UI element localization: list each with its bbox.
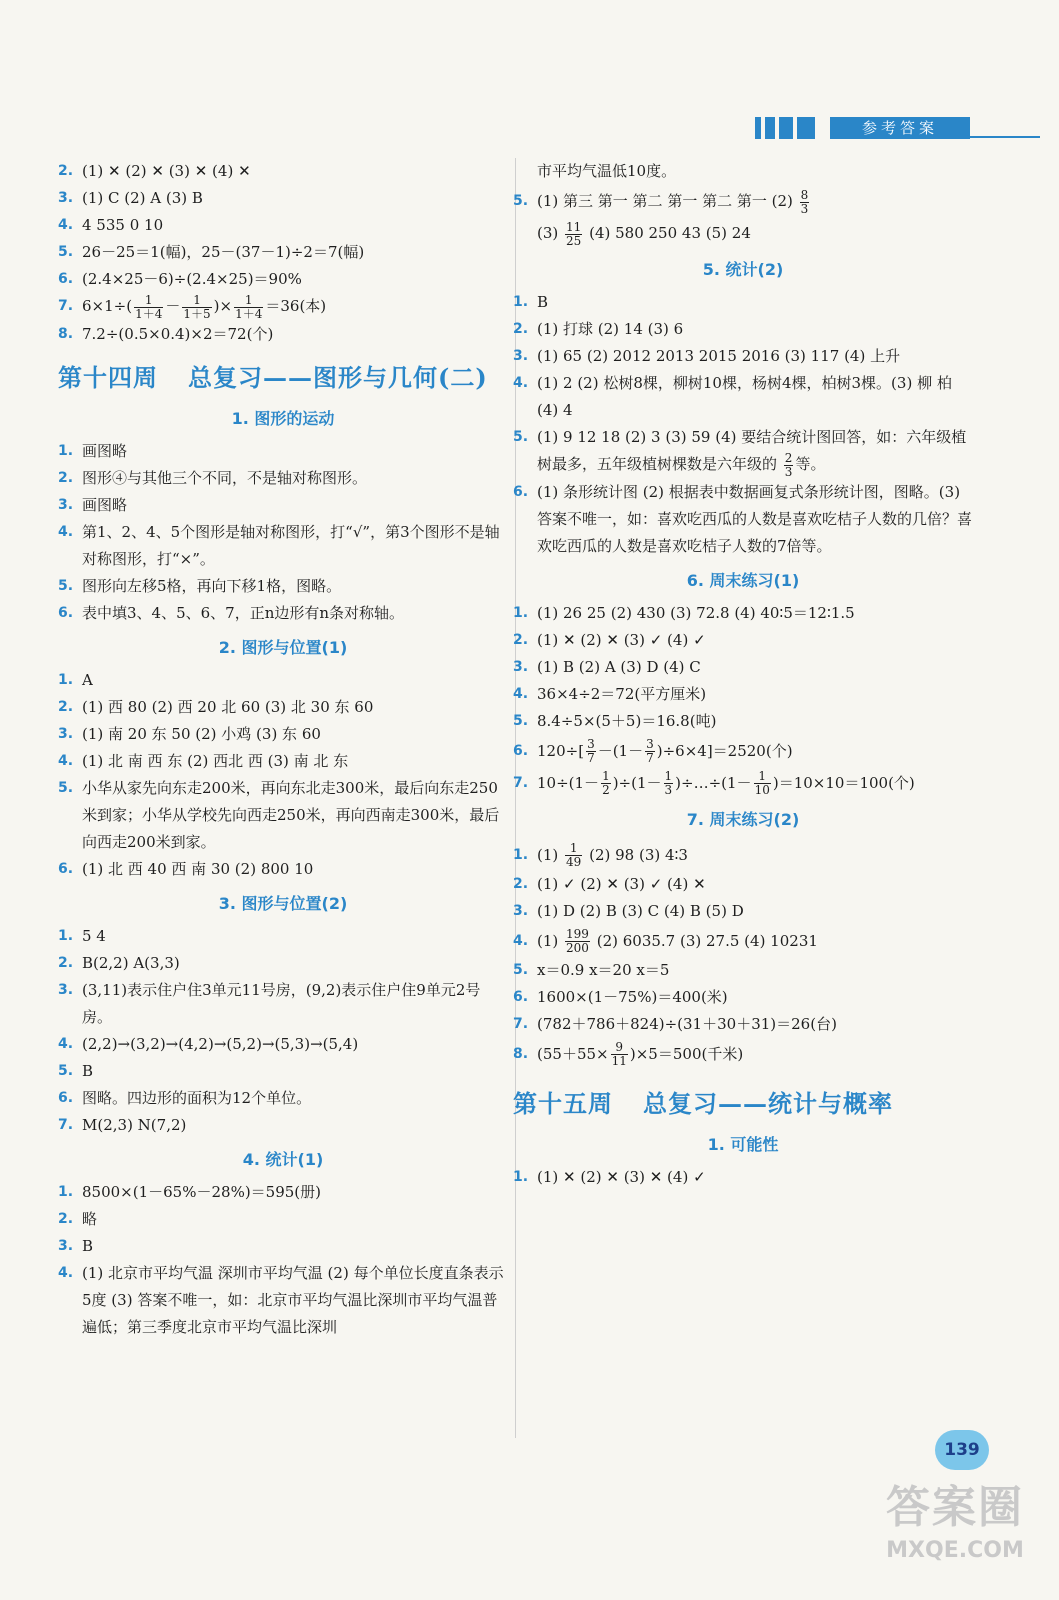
- item-number: 2.: [513, 631, 529, 648]
- item-number: 3.: [58, 496, 74, 513]
- answer-item: [513, 925, 973, 957]
- answer-item: [513, 1038, 973, 1070]
- item-number: 1.: [58, 927, 74, 944]
- fraction: [664, 770, 674, 797]
- answer-item: [513, 185, 973, 217]
- answer-item: [513, 898, 973, 925]
- denominator: 25: [566, 233, 582, 248]
- answer-text: (1) 9 12 18 (2) 3 (3) 59 (4) 要结合统计图回答，如：六年级植树最多，五年级植树棵数是六年级的: [537, 428, 967, 473]
- answer-text: B: [82, 1061, 94, 1080]
- item-number: 5.: [58, 779, 74, 796]
- answer-text: 表中填3、4、5、6、7，正n边形有n条对称轴。: [82, 603, 405, 622]
- answer-text: (1) D (2) B (3) C (4) B (5) D: [537, 901, 744, 920]
- answer-text: (1) 26 25 (2) 430 (3) 72.8 (4) 40∶5＝12∶1.5: [537, 603, 855, 622]
- answer-item: [58, 950, 508, 977]
- fraction: [234, 294, 263, 321]
- denominator: 2: [602, 783, 610, 797]
- answer-item: [513, 479, 973, 560]
- denominator: 1＋4: [135, 306, 163, 321]
- numerator: 2: [784, 450, 793, 465]
- answer-text: x＝0.9 x＝20 x＝5: [537, 960, 670, 979]
- denominator: 200: [566, 941, 589, 955]
- item-number: 1.: [58, 671, 74, 688]
- watermark-small: MXQE.COM: [886, 1538, 1024, 1563]
- item-number: 4.: [58, 1264, 74, 1281]
- watermark-logo: [870, 1480, 1040, 1590]
- answer-item: [58, 667, 508, 694]
- answer-text: (2.4×25－6)÷(2.4×25)＝90%: [82, 270, 302, 288]
- item-number: 5.: [513, 429, 529, 445]
- answer-text: 7.2÷(0.5×0.4)×2＝72(个): [82, 324, 274, 343]
- numerator: 11: [566, 219, 582, 234]
- numerator: 199: [566, 927, 589, 941]
- item-number: 5.: [513, 961, 529, 978]
- numerator: 3: [646, 737, 654, 751]
- expr-text: )÷…÷(1－: [675, 773, 752, 792]
- answer-item: [58, 1058, 508, 1085]
- answer-text: 图形④与其他三个不同，不是轴对称图形。: [82, 468, 368, 487]
- answer-item: [58, 465, 508, 492]
- item-number: 6.: [58, 1089, 74, 1106]
- answer-text: (1): [537, 931, 559, 950]
- item-number: 2.: [58, 469, 74, 486]
- answer-item: [58, 321, 508, 348]
- item-number: 4.: [513, 375, 529, 391]
- header-label: 参考答案: [830, 117, 970, 139]
- item-number: 8.: [513, 1045, 529, 1062]
- numerator: 8: [800, 187, 809, 202]
- item-number: 4.: [58, 752, 74, 769]
- item-number: 7.: [513, 1015, 529, 1032]
- expr-text: )×: [213, 297, 233, 315]
- item-number: 6.: [58, 860, 74, 877]
- answer-text: (1) 北 南 西 东 (2) 西北 西 (3) 南 北 东: [82, 751, 349, 770]
- item-number: 2.: [58, 698, 74, 715]
- answer-item: [58, 748, 508, 775]
- fraction: [134, 294, 163, 321]
- answer-item: [58, 923, 508, 950]
- answer-text: (2,2)→(3,2)→(4,2)→(5,2)→(5,3)→(5,4): [82, 1034, 359, 1053]
- answer-item: [513, 343, 973, 370]
- answer-text: (1) 65 (2) 2012 2013 2015 2016 (3) 117 (4) 上升: [537, 347, 901, 365]
- denominator: 7: [587, 751, 595, 765]
- item-number: 4.: [513, 932, 529, 949]
- item-number: 2.: [58, 1210, 74, 1227]
- expr-text: )÷(1－: [612, 773, 662, 792]
- answer-item: [58, 1112, 508, 1139]
- answer-text: B: [537, 293, 549, 311]
- item-number: 3.: [58, 981, 74, 998]
- expr-text: ＝36(本): [265, 297, 327, 315]
- section-title: 1. 可能性: [707, 1134, 779, 1154]
- week-label: 第十五周: [513, 1088, 613, 1118]
- answer-text: (1) ✕ (2) ✕ (3) ✕ (4) ✓: [537, 1167, 706, 1186]
- continued-text: 市平均气温低10度。: [537, 162, 677, 180]
- denominator: 3: [664, 783, 673, 797]
- answer-text: (2) 98 (3) 4∶3: [589, 845, 688, 864]
- item-number: 3.: [513, 348, 529, 364]
- expr-text: 10÷(1－: [537, 773, 600, 792]
- fraction: [565, 221, 582, 248]
- answer-text: 36×4÷2＝72(平方厘米): [537, 684, 707, 703]
- answer-text: 1600×(1－75%)＝400(米): [537, 987, 728, 1006]
- week-15-title: [513, 1084, 973, 1124]
- item-number: 7.: [58, 1116, 74, 1133]
- numerator: 1: [234, 294, 263, 308]
- answer-item: [513, 654, 973, 681]
- answer-item: [513, 289, 973, 316]
- answer-text: (782＋786＋824)÷(31＋30＋31)＝26(台): [537, 1014, 837, 1033]
- denominator: 3: [800, 201, 809, 216]
- item-number: 2.: [513, 875, 529, 892]
- right-column: [513, 158, 973, 1191]
- page-number-badge: 139: [935, 1430, 989, 1470]
- numerator: 1: [754, 770, 771, 784]
- item-number: 1.: [58, 1183, 74, 1200]
- denominator: 10: [754, 783, 770, 797]
- denominator: 3: [784, 464, 793, 479]
- answer-item: [513, 735, 973, 767]
- answer-text: 小华从家先向东走200米，再向东北走300米，最后向东走250米到家；小华从学校先向西走250米，再向西南走300米，最后向西走200米到家。: [82, 778, 500, 851]
- answer-text: (2) 6035.7 (3) 27.5 (4) 10231: [596, 931, 818, 950]
- week-topic: 总复习——图形与几何(二): [188, 362, 488, 392]
- answer-item: [58, 600, 508, 627]
- item-number: 1.: [513, 294, 529, 310]
- answer-item: [58, 775, 508, 856]
- answer-text: (1) C (2) A (3) B: [82, 189, 203, 207]
- answer-text: A: [82, 670, 93, 689]
- answer-text: B: [82, 1236, 94, 1255]
- answer-text: 26－25＝1(幅)，25－(37－1)÷2＝7(幅): [82, 243, 365, 261]
- denominator: 11: [611, 1054, 627, 1068]
- answer-text: 5 4: [82, 926, 106, 945]
- week-14-title: [58, 358, 508, 398]
- item-number: 1.: [58, 442, 74, 459]
- answer-item: [513, 708, 973, 735]
- denominator: 1＋5: [183, 306, 211, 321]
- item-number: 4.: [58, 217, 74, 233]
- answer-item: [513, 316, 973, 343]
- fraction: [601, 770, 611, 797]
- item-number: 2.: [58, 163, 74, 179]
- answer-text: (3,11)表示住户住3单元11号房，(9,2)表示住户住9单元2号房。: [82, 980, 481, 1026]
- answer-text: 画图略: [82, 441, 128, 460]
- item-number: 1.: [513, 1168, 529, 1185]
- numerator: 3: [587, 737, 595, 751]
- item-number: 5.: [58, 244, 74, 260]
- expr-text: )÷6×4]＝2520(个): [656, 741, 793, 760]
- fraction: [611, 1041, 628, 1068]
- answer-text: (1) 北京市平均气温 深圳市平均气温 (2) 每个单位长度直条表示5度 (3) 答案不唯一，如：北京市平均气温比深圳市平均气温普遍低；第三季度北京市平均气温比深圳: [82, 1263, 504, 1336]
- answer-item: [513, 957, 973, 984]
- item-number: 7.: [513, 774, 529, 791]
- item-number: 6.: [513, 742, 529, 759]
- section-title: 1. 图形的运动: [231, 408, 335, 428]
- header-rule: [970, 136, 1040, 138]
- answer-item: [58, 573, 508, 600]
- answer-item: [58, 1206, 508, 1233]
- fraction: [182, 294, 211, 321]
- answer-item: [58, 158, 508, 185]
- answer-item: [513, 1164, 973, 1191]
- numerator: 1: [182, 294, 211, 308]
- denominator: 49: [566, 855, 582, 869]
- answer-text: (1) 南 20 东 50 (2) 小鸡 (3) 东 60: [82, 724, 321, 743]
- item-number: 2.: [513, 321, 529, 337]
- answer-item: [58, 185, 508, 212]
- answer-text: 4 535 0 10: [82, 216, 164, 234]
- item-number: 5.: [58, 1062, 74, 1079]
- answer-text: 8.4÷5×(5＋5)＝16.8(吨): [537, 711, 717, 730]
- item-number: 1.: [513, 604, 529, 621]
- left-column: [58, 158, 508, 1341]
- answer-text: (1) 北 西 40 西 南 30 (2) 800 10: [82, 859, 314, 878]
- numerator: 9: [611, 1041, 628, 1055]
- answer-item: [58, 239, 508, 266]
- answer-text: (1) 条形统计图 (2) 根据表中数据画复式条形统计图，图略。(3) 答案不唯一，如：喜欢吃西瓜的人数是喜欢吃桔子人数的几倍？喜欢吃西瓜的人数是喜欢吃桔子人数的7倍等。: [537, 482, 973, 555]
- section-title: 2. 图形与位置(1): [218, 637, 348, 657]
- answer-item: [58, 1031, 508, 1058]
- answer-text: (3): [537, 224, 559, 242]
- answer-item: [513, 839, 973, 871]
- answer-item: [513, 627, 973, 654]
- answer-item: [513, 767, 973, 799]
- item-number: 3.: [58, 190, 74, 206]
- item-number: 2.: [58, 954, 74, 971]
- item-number: 8.: [58, 325, 74, 342]
- answer-item: [513, 370, 973, 424]
- expr-text: (55＋55×: [537, 1044, 609, 1063]
- expr-text: －: [165, 297, 181, 315]
- answer-text: (1) ✕ (2) ✕ (3) ✓ (4) ✓: [537, 630, 706, 649]
- week-label: 第十四周: [58, 362, 158, 392]
- answer-text: M(2,3) N(7,2): [82, 1115, 187, 1134]
- section-title: 6. 周末练习(1): [686, 570, 800, 590]
- fraction: [586, 738, 596, 765]
- answer-item: [513, 681, 973, 708]
- expr-text: 6×1÷(: [82, 297, 133, 315]
- answer-item: [58, 266, 508, 293]
- item-number: 3.: [58, 1237, 74, 1254]
- expr-text: －(1－: [597, 741, 644, 760]
- fraction: [784, 452, 794, 479]
- answer-item: [58, 1233, 508, 1260]
- answer-item: [58, 438, 508, 465]
- answer-text: (1) ✓ (2) ✕ (3) ✓ (4) ✕: [537, 874, 706, 893]
- answer-text: (1) 西 80 (2) 西 20 北 60 (3) 北 30 东 60: [82, 697, 374, 716]
- section-title: 3. 图形与位置(2): [218, 893, 348, 913]
- answer-text: (1) ✕ (2) ✕ (3) ✕ (4) ✕: [82, 162, 251, 180]
- answer-item: [513, 424, 973, 479]
- answer-line: [513, 217, 973, 249]
- answer-text: (1) 2 (2) 松树8棵，柳树10棵，杨树4棵，柏树3棵。(3) 柳 柏 (4) 4: [537, 374, 952, 419]
- answer-item: [513, 1011, 973, 1038]
- item-number: 6.: [513, 988, 529, 1005]
- answer-text: (1): [537, 845, 559, 864]
- answer-text: (1) B (2) A (3) D (4) C: [537, 657, 701, 676]
- item-number: 4.: [513, 685, 529, 702]
- answer-item: [58, 1085, 508, 1112]
- answer-item: [58, 1260, 508, 1341]
- fraction: [645, 738, 655, 765]
- item-number: 6.: [58, 604, 74, 621]
- answer-item: [513, 871, 973, 898]
- answer-text: 第1、2、4、5个图形是轴对称图形，打“√”，第3个图形不是轴对称图形，打“×”。: [82, 522, 500, 568]
- watermark-big: 答案圈: [886, 1482, 1024, 1533]
- item-number: 3.: [513, 902, 529, 919]
- answer-item: [58, 1179, 508, 1206]
- numerator: 1: [664, 769, 673, 783]
- answer-text: 8500×(1－65%－28%)＝595(册): [82, 1182, 322, 1201]
- fraction: [565, 928, 590, 955]
- answer-text: (4) 580 250 43 (5) 24: [589, 224, 751, 242]
- answer-text: (1) 第三 第一 第二 第一 第二 第一 (2): [537, 192, 793, 210]
- section-title: 5. 统计(2): [702, 260, 784, 279]
- answer-text: 图略。四边形的面积为12个单位。: [82, 1088, 312, 1107]
- fraction: [565, 842, 582, 869]
- answer-text: 图形向左移5格，再向下移1格，图略。: [82, 576, 342, 595]
- answer-item: [58, 293, 508, 321]
- answer-item: [513, 600, 973, 627]
- week-topic: 总复习——统计与概率: [643, 1088, 893, 1118]
- answer-text: 略: [82, 1209, 98, 1228]
- answer-text: (1) 打球 (2) 14 (3) 6: [537, 320, 684, 338]
- fraction: [800, 189, 810, 216]
- item-number: 5.: [58, 577, 74, 594]
- numerator: 1: [565, 842, 582, 856]
- answer-item: [58, 694, 508, 721]
- section-title: 4. 统计(1): [242, 1149, 324, 1169]
- numerator: 1: [134, 294, 163, 308]
- answer-item: [58, 492, 508, 519]
- header-decoration: [755, 117, 825, 139]
- answer-item: [58, 212, 508, 239]
- answer-text: B(2,2) A(3,3): [82, 953, 180, 972]
- item-number: 4.: [58, 523, 74, 540]
- expr-text: 120÷[: [537, 741, 585, 760]
- answer-text: 画图略: [82, 495, 128, 514]
- answer-item: [58, 721, 508, 748]
- item-number: 3.: [58, 725, 74, 742]
- item-number: 4.: [58, 1035, 74, 1052]
- item-number: 5.: [513, 193, 529, 209]
- item-number: 3.: [513, 658, 529, 675]
- answer-text: 等。: [795, 455, 826, 473]
- item-number: 7.: [58, 298, 74, 314]
- fraction: [754, 770, 771, 797]
- denominator: 1＋4: [235, 306, 263, 321]
- item-number: 6.: [513, 483, 529, 500]
- denominator: 7: [646, 751, 654, 765]
- answer-item: [58, 519, 508, 573]
- section-title: 7. 周末练习(2): [686, 809, 800, 829]
- item-number: 1.: [513, 846, 529, 863]
- expr-text: )＝10×10＝100(个): [772, 773, 915, 792]
- item-number: 5.: [513, 712, 529, 729]
- answer-item: [58, 856, 508, 883]
- answer-item: [58, 977, 508, 1031]
- expr-text: )×5＝500(千米): [629, 1044, 744, 1063]
- numerator: 1: [602, 769, 610, 783]
- answer-item: [513, 984, 973, 1011]
- item-number: 6.: [58, 271, 74, 287]
